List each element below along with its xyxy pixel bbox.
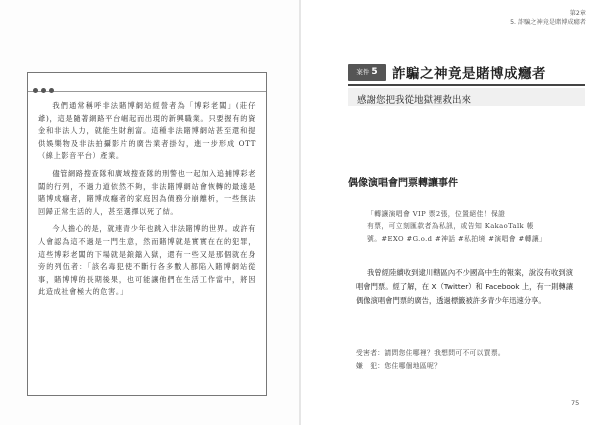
sidebar-paragraph-2: 儘管網路搜查隊和廣域搜查隊的刑警也一起加入追捕博彩老闆的行列，不過力道依然不夠，非法賭博網站會恢轉的最遠是賭博成癮者，賭博成癮者的家庭因為債務分崩離析，一些無法回歸正常生活的人，甚至選擇以死了結。 xyxy=(38,168,256,216)
dialog-line-suspect: 嫌 犯：您住哪個地區呢？ xyxy=(356,362,442,370)
dialog-block xyxy=(356,347,573,373)
title-divider xyxy=(348,84,585,86)
section-heading: 偶像演唱會門票轉讓事件 xyxy=(348,178,458,189)
running-head xyxy=(510,9,586,27)
quote-line: 號。#EXO #G.o.d #神話 #私拍境 #演唱會 #轉讓」 xyxy=(367,234,547,243)
case-title: 詐騙之神竟是賭博成癮者 xyxy=(392,66,546,82)
dialog-line-victim: 受害者：請問您住哪裡？我想問可不可以買票。 xyxy=(356,349,506,357)
quote-line: 有票，可立刻匯款者為私訊，或告知 KakaoTalk 帳 xyxy=(367,222,534,231)
dot-icon xyxy=(41,88,46,93)
dot-icon xyxy=(33,88,38,93)
sidebar-box-header xyxy=(28,73,266,92)
dot-icon xyxy=(49,88,54,93)
case-badge-label: 案件 xyxy=(356,68,370,76)
page-number: 75 xyxy=(571,399,580,407)
sidebar-paragraph-3: 今人擔心的是，就連青少年也跳入非法賭博的世界。或許有人會認為這不過是一門生意，然而賭博就是實實在在的犯罪，這些博彩老闆的下場就是鋃鐺入獄，還有一些又是那個就在身旁的列伍者：「該名毒犯使不斷行各多數人都陷入賭博網站從事，賭博博的長期後果，也可能讓他們在生活工作當中，將因此造成社會極大的危害。」 xyxy=(38,224,256,297)
case-subtitle: 感謝您把我從地獄裡救出來 xyxy=(357,95,472,106)
ad-quote xyxy=(367,208,563,245)
sidebar-box xyxy=(27,72,267,396)
right-page xyxy=(301,0,600,425)
case-badge xyxy=(348,64,386,81)
body-paragraph: 我曾經陸續收到逮川轄區內不少國高中生的報案，說沒有收到演唱會門票。經了解，在 X（Twitter）和 Facebook 上，有一則轉讓偶像演唱會門票的廣告，透過標籤被許多青少年迅速分享。 xyxy=(356,268,573,305)
case-badge-number: 5 xyxy=(371,67,378,77)
running-head-chapter: 第2章 xyxy=(569,10,586,17)
quote-line: 「轉讓演唱會 VIP 票2張，位置絕佳！保證 xyxy=(367,210,506,218)
window-dots-icon xyxy=(33,78,57,97)
sidebar-paragraph-1: 我們通常稱呼非法賭博網站經營者為「博彩老闆」(莊仔爺)，這是隨著網路平台崛起而出現的新興職業。只要握有的資金和非法人力，就能生財創富。這種非法賭博網站甚至還和提供娛樂物及非法拍攝影片的廣告業者掛勾，進一步形成 OTT（線上影音平台）產業。 xyxy=(38,101,256,161)
running-head-section: 5. 詐騙之神竟是賭博成癮者 xyxy=(510,19,586,26)
sidebar-box-text xyxy=(28,92,266,299)
body-text xyxy=(356,266,573,308)
